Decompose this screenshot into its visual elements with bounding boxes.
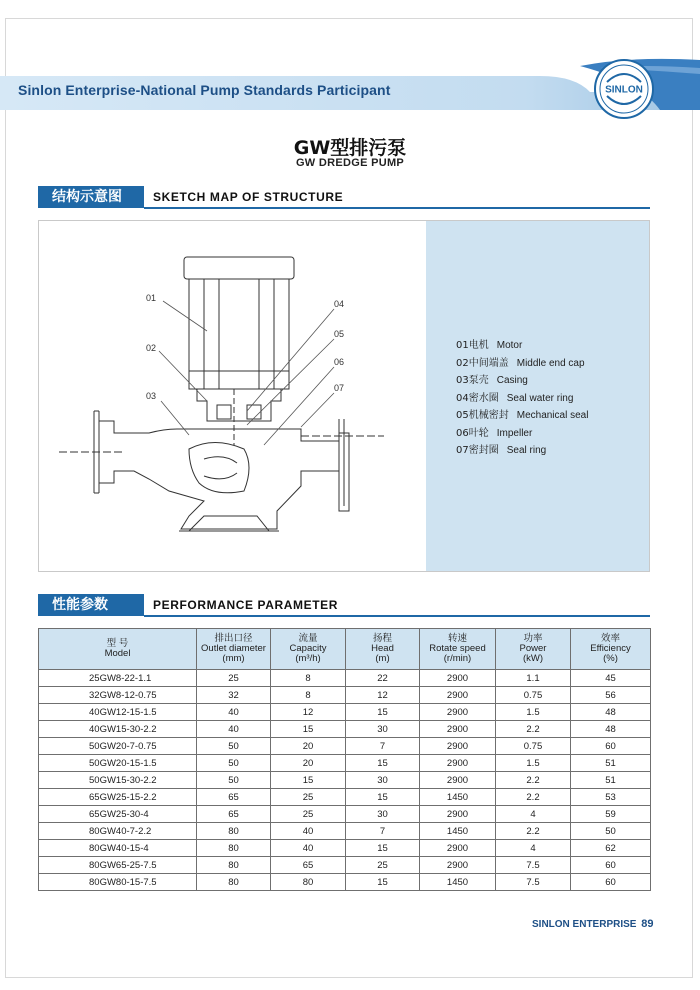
table-cell: 7.5: [496, 857, 571, 874]
table-row: [39, 687, 651, 704]
performance-section-tag: 性能参数: [38, 594, 144, 616]
table-cell: 15: [346, 789, 420, 806]
cell-model: 40GW15-30-2.2: [39, 721, 197, 738]
table-cell: 2.2: [496, 772, 571, 789]
cell-model: 65GW25-30-4: [39, 806, 197, 823]
table-cell: 59: [571, 806, 651, 823]
seal-water-ring: [217, 405, 231, 419]
table-cell: 65: [271, 857, 346, 874]
table-cell: 80: [197, 823, 271, 840]
callout-02: 02: [146, 343, 157, 353]
table-cell: 7: [346, 738, 420, 755]
table-cell: 80: [197, 857, 271, 874]
callout-07: 07: [334, 383, 345, 393]
table-cell: 15: [346, 755, 420, 772]
cell-model: 80GW40-15-4: [39, 840, 197, 857]
header-title: Sinlon Enterprise-National Pump Standards Participant: [18, 82, 391, 98]
table-cell: 40: [271, 840, 346, 857]
table-cell: 2900: [420, 840, 496, 857]
table-cell: 4: [496, 806, 571, 823]
cell-model: 25GW8-22-1.1: [39, 670, 197, 687]
table-cell: 25: [197, 670, 271, 687]
table-cell: 2.2: [496, 789, 571, 806]
table-cell: 65: [197, 806, 271, 823]
table-cell: 20: [271, 755, 346, 772]
table-cell: 8: [271, 687, 346, 704]
table-cell: 30: [346, 721, 420, 738]
header-speed: 转速 Rotate speed (r/min): [420, 629, 496, 670]
cell-model: 32GW8-12-0.75: [39, 687, 197, 704]
legend-item: 05机械密封 Mechanical seal: [456, 410, 589, 421]
legend-item: 02中间端盖 Middle end cap: [456, 357, 585, 369]
footer-company: SINLON ENTERPRISE: [532, 919, 637, 930]
header-head: 扬程 Head (m): [346, 629, 420, 670]
table-cell: 48: [571, 721, 651, 738]
table-row: [39, 738, 651, 755]
table-cell: 12: [346, 687, 420, 704]
table-cell: 15: [271, 772, 346, 789]
table-row: [39, 789, 651, 806]
table-cell: 2900: [420, 806, 496, 823]
table-cell: 2900: [420, 772, 496, 789]
callout-05: 05: [334, 329, 345, 339]
table-cell: 40: [197, 721, 271, 738]
table-cell: 40: [197, 704, 271, 721]
table-cell: 15: [346, 874, 420, 891]
table-cell: 0.75: [496, 687, 571, 704]
table-cell: 2900: [420, 857, 496, 874]
section-rule: [144, 207, 650, 209]
table-cell: 8: [271, 670, 346, 687]
table-cell: 32: [197, 687, 271, 704]
table-row: [39, 840, 651, 857]
table-cell: 45: [571, 670, 651, 687]
table-cell: 60: [571, 857, 651, 874]
table-row: [39, 721, 651, 738]
table-cell: 1.5: [496, 755, 571, 772]
table-cell: 12: [271, 704, 346, 721]
legend-panel: [426, 221, 649, 571]
cell-model: 50GW20-7-0.75: [39, 738, 197, 755]
parts-legend: [456, 337, 588, 460]
table-row: [39, 670, 651, 687]
table-cell: 30: [346, 772, 420, 789]
table-cell: 15: [346, 704, 420, 721]
table-cell: 7: [346, 823, 420, 840]
product-title-en: GW DREDGE PUMP: [295, 157, 405, 169]
impeller: [189, 443, 249, 493]
table-cell: 80: [197, 840, 271, 857]
callout-03: 03: [146, 391, 157, 401]
table-cell: 25: [271, 789, 346, 806]
table-cell: 1.1: [496, 670, 571, 687]
table-cell: 65: [197, 789, 271, 806]
table-cell: 7.5: [496, 874, 571, 891]
logo-text: SINLON: [605, 84, 643, 96]
table-cell: 1.5: [496, 704, 571, 721]
table-row: [39, 704, 651, 721]
page-number: 89: [641, 918, 654, 930]
performance-table: [38, 628, 651, 891]
table-cell: 2900: [420, 721, 496, 738]
performance-section-label: PERFORMANCE PARAMETER: [153, 598, 339, 612]
middle-end-cap: [197, 389, 281, 421]
header-outlet: 排出口径 Outlet diameter (mm): [197, 629, 271, 670]
section-rule: [144, 615, 650, 617]
table-row: [39, 772, 651, 789]
cell-model: 80GW80-15-7.5: [39, 874, 197, 891]
table-cell: 1450: [420, 789, 496, 806]
table-cell: 2.2: [496, 823, 571, 840]
header-capacity: 流量 Capacity (m³/h): [271, 629, 346, 670]
table-cell: 25: [271, 806, 346, 823]
structure-sketch: [38, 220, 650, 572]
table-cell: 56: [571, 687, 651, 704]
table-cell: 2900: [420, 704, 496, 721]
header-efficiency: 效率 Efficiency (%): [571, 629, 651, 670]
performance-table-body: [39, 670, 651, 891]
structure-section-heading: [38, 186, 650, 210]
table-cell: 62: [571, 840, 651, 857]
table-cell: 51: [571, 755, 651, 772]
table-cell: 51: [571, 772, 651, 789]
motor-fan-cover: [184, 257, 294, 279]
legend-item: 01电机 Motor: [456, 340, 523, 351]
table-row: [39, 857, 651, 874]
table-cell: 22: [346, 670, 420, 687]
table-row: [39, 755, 651, 772]
table-cell: 50: [197, 755, 271, 772]
header-power: 功率 Power (kW): [496, 629, 571, 670]
sinlon-logo-icon: [593, 58, 655, 120]
table-cell: 15: [346, 840, 420, 857]
performance-table-wrap: [38, 628, 650, 891]
table-cell: 20: [271, 738, 346, 755]
performance-section-heading: [38, 594, 650, 618]
table-cell: 2900: [420, 687, 496, 704]
cell-model: 50GW20-15-1.5: [39, 755, 197, 772]
footer: [532, 918, 654, 930]
header-model: 型 号 Model: [39, 629, 197, 670]
table-header-row: [39, 629, 651, 670]
table-cell: 53: [571, 789, 651, 806]
table-cell: 50: [571, 823, 651, 840]
table-cell: 25: [346, 857, 420, 874]
callout-06: 06: [334, 357, 345, 367]
table-row: [39, 823, 651, 840]
callout-04: 04: [334, 299, 345, 309]
structure-section-label: SKETCH MAP OF STRUCTURE: [153, 190, 344, 204]
legend-item: 03泵壳 Casing: [456, 375, 528, 386]
table-cell: 50: [197, 772, 271, 789]
legend-item: 04密水圈 Seal water ring: [456, 392, 574, 404]
pump-sketch-drawing: [39, 221, 426, 571]
table-row: [39, 806, 651, 823]
cell-model: 50GW15-30-2.2: [39, 772, 197, 789]
table-cell: 80: [197, 874, 271, 891]
table-cell: 2900: [420, 738, 496, 755]
table-cell: 2900: [420, 670, 496, 687]
cell-model: 80GW65-25-7.5: [39, 857, 197, 874]
table-cell: 1450: [420, 874, 496, 891]
legend-item: 06叶轮 Impeller: [456, 427, 533, 439]
table-cell: 2.2: [496, 721, 571, 738]
table-cell: 30: [346, 806, 420, 823]
table-cell: 15: [271, 721, 346, 738]
table-cell: 80: [271, 874, 346, 891]
cell-model: 65GW25-15-2.2: [39, 789, 197, 806]
structure-section-tag: 结构示意图: [38, 186, 144, 208]
table-cell: 4: [496, 840, 571, 857]
table-cell: 48: [571, 704, 651, 721]
table-row: [39, 874, 651, 891]
cell-model: 40GW12-15-1.5: [39, 704, 197, 721]
table-cell: 0.75: [496, 738, 571, 755]
table-cell: 50: [197, 738, 271, 755]
legend-item: 07密封圈 Seal ring: [456, 445, 547, 456]
cell-model: 80GW40-7-2.2: [39, 823, 197, 840]
table-cell: 2900: [420, 755, 496, 772]
table-cell: 60: [571, 874, 651, 891]
table-cell: 40: [271, 823, 346, 840]
table-cell: 1450: [420, 823, 496, 840]
product-title-cn: GW型排污泵: [293, 137, 407, 159]
table-cell: 60: [571, 738, 651, 755]
callout-01: 01: [146, 293, 157, 303]
